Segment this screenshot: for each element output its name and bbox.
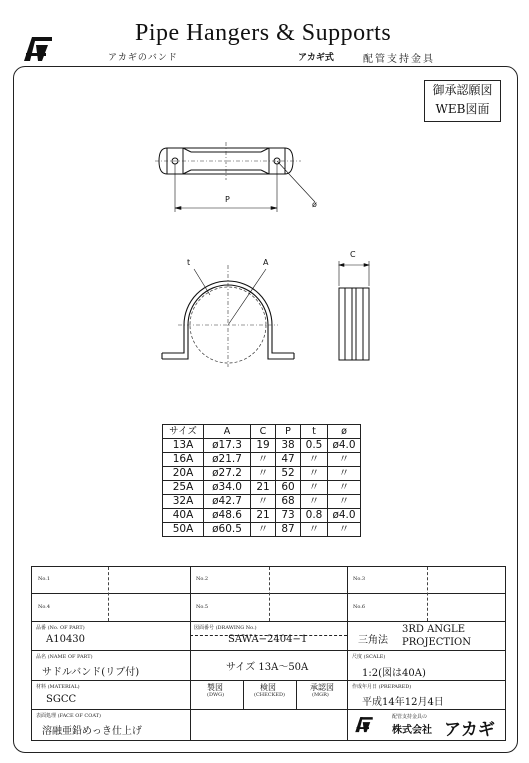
checked-label: 検図 bbox=[260, 683, 276, 692]
part-name: サドルバンド(リブ付) bbox=[42, 667, 140, 678]
spec-table-header-row bbox=[163, 425, 361, 439]
col-header-phi: ø bbox=[328, 425, 361, 439]
cell-c: 〃 bbox=[251, 495, 276, 509]
page-title: Pipe Hangers & Supports bbox=[135, 20, 392, 46]
cell-size: 50A bbox=[163, 523, 204, 537]
company-logo-icon bbox=[354, 714, 374, 734]
cell-a: ø17.3 bbox=[204, 439, 251, 453]
cell-c: 21 bbox=[251, 481, 276, 495]
dim-label-c: C bbox=[350, 250, 356, 259]
approval-line-2: WEB図面 bbox=[435, 102, 490, 116]
col-header-size: サイズ bbox=[163, 425, 204, 439]
surface-label: 表面処理 (FACE OF COAT) bbox=[36, 713, 101, 719]
dim-label-a: A bbox=[263, 258, 269, 267]
col-header-p: P bbox=[276, 425, 301, 439]
cell-p: 52 bbox=[276, 467, 301, 481]
cell-phi: ø4.0 bbox=[328, 509, 361, 523]
title-block bbox=[31, 566, 506, 741]
scale-value: 1:2(図は40A) bbox=[362, 668, 426, 679]
cell-t: 〃 bbox=[301, 453, 328, 467]
akagi-logo bbox=[22, 33, 54, 63]
cell-a: ø42.7 bbox=[204, 495, 251, 509]
material: SGCC bbox=[46, 694, 77, 705]
cell-t: 〃 bbox=[301, 481, 328, 495]
table-row bbox=[163, 467, 361, 481]
company-small: 配管支持金具の bbox=[392, 714, 428, 720]
col-header-t: t bbox=[301, 425, 328, 439]
material-label: 材料 (MATERIAL) bbox=[36, 684, 80, 690]
col-header-a: A bbox=[204, 425, 251, 439]
drawing-no: SAWA−2404−1 bbox=[228, 634, 308, 645]
part-no: A10430 bbox=[46, 634, 86, 645]
cell-c: 19 bbox=[251, 439, 276, 453]
cell-phi: 〃 bbox=[328, 467, 361, 481]
table-row bbox=[163, 481, 361, 495]
cell-p: 38 bbox=[276, 439, 301, 453]
size-range: サイズ 13A〜50A bbox=[226, 662, 309, 673]
cell-size: 13A bbox=[163, 439, 204, 453]
table-row bbox=[163, 495, 361, 509]
cell-phi: 〃 bbox=[328, 481, 361, 495]
dim-label-t: t bbox=[187, 258, 191, 267]
cell-a: ø27.2 bbox=[204, 467, 251, 481]
company-type: 株式会社 bbox=[392, 725, 432, 736]
cell-t: 〃 bbox=[301, 523, 328, 537]
cell-t: 〃 bbox=[301, 467, 328, 481]
part-name-label: 品名 (NAME OF PART) bbox=[36, 654, 93, 660]
cell-phi: ø4.0 bbox=[328, 439, 361, 453]
approval-stamp-box bbox=[424, 80, 501, 122]
cell-p: 60 bbox=[276, 481, 301, 495]
revision-4: No.4 bbox=[38, 604, 51, 610]
part-no-label: 品番 (No. OF PART) bbox=[36, 625, 85, 631]
cell-c: 〃 bbox=[251, 453, 276, 467]
cell-p: 87 bbox=[276, 523, 301, 537]
cell-t: 0.8 bbox=[301, 509, 328, 523]
projection-en-1: 3RD ANGLE bbox=[402, 624, 465, 635]
top-view-drawing bbox=[155, 140, 335, 220]
cell-size: 40A bbox=[163, 509, 204, 523]
cell-size: 16A bbox=[163, 453, 204, 467]
cell-p: 68 bbox=[276, 495, 301, 509]
subtitle-type: アカギ式 bbox=[298, 53, 334, 63]
dim-label-p: P bbox=[225, 195, 230, 204]
cell-p: 73 bbox=[276, 509, 301, 523]
cell-c: 〃 bbox=[251, 523, 276, 537]
projection-en-2: PROJECTION bbox=[402, 637, 471, 648]
cell-a: ø21.7 bbox=[204, 453, 251, 467]
cell-c: 〃 bbox=[251, 467, 276, 481]
cell-size: 20A bbox=[163, 467, 204, 481]
cell-phi: 〃 bbox=[328, 523, 361, 537]
scale-label: 尺度 (SCALE) bbox=[352, 654, 386, 660]
cell-t: 0.5 bbox=[301, 439, 328, 453]
cell-a: ø48.6 bbox=[204, 509, 251, 523]
revision-2: No.2 bbox=[196, 576, 209, 582]
surface-finish: 溶融亜鉛めっき仕上げ bbox=[42, 726, 142, 737]
approved-label: 承認図 bbox=[310, 683, 334, 692]
subtitle-brand: アカギのバンド bbox=[108, 53, 178, 63]
cell-p: 47 bbox=[276, 453, 301, 467]
prepared-date: 平成14年12月4日 bbox=[362, 697, 444, 708]
checked-en: (CHECKED) bbox=[254, 692, 285, 698]
company-brand: アカギ bbox=[444, 720, 495, 740]
approval-line-1: 御承認願図 bbox=[432, 83, 493, 97]
prepared-label: 作成年月日 (PREPARED) bbox=[352, 684, 412, 690]
revision-3: No.3 bbox=[353, 576, 366, 582]
cell-phi: 〃 bbox=[328, 495, 361, 509]
drawing-no-label: 図面番号 (DRAWING No.) bbox=[194, 625, 257, 631]
cell-t: 〃 bbox=[301, 495, 328, 509]
table-row bbox=[163, 509, 361, 523]
approved-en: (MGR) bbox=[312, 692, 329, 698]
revision-5: No.5 bbox=[196, 604, 209, 610]
table-row bbox=[163, 523, 361, 537]
cell-size: 32A bbox=[163, 495, 204, 509]
subtitle-category: 配管支持金具 bbox=[363, 54, 435, 65]
projection-jp: 三角法 bbox=[358, 635, 388, 646]
table-row bbox=[163, 453, 361, 467]
cell-c: 21 bbox=[251, 509, 276, 523]
cell-phi: 〃 bbox=[328, 453, 361, 467]
dim-label-phi: ø bbox=[312, 200, 317, 209]
front-view-drawing bbox=[158, 255, 303, 367]
drawn-en: (DWG) bbox=[207, 692, 225, 698]
col-header-c: C bbox=[251, 425, 276, 439]
cell-size: 25A bbox=[163, 481, 204, 495]
revision-6: No.6 bbox=[353, 604, 366, 610]
table-row bbox=[163, 439, 361, 453]
cell-a: ø60.5 bbox=[204, 523, 251, 537]
cell-a: ø34.0 bbox=[204, 481, 251, 495]
spec-table bbox=[162, 424, 361, 537]
revision-1: No.1 bbox=[38, 576, 51, 582]
drawn-label: 製図 bbox=[207, 683, 223, 692]
side-view-drawing bbox=[330, 245, 380, 370]
